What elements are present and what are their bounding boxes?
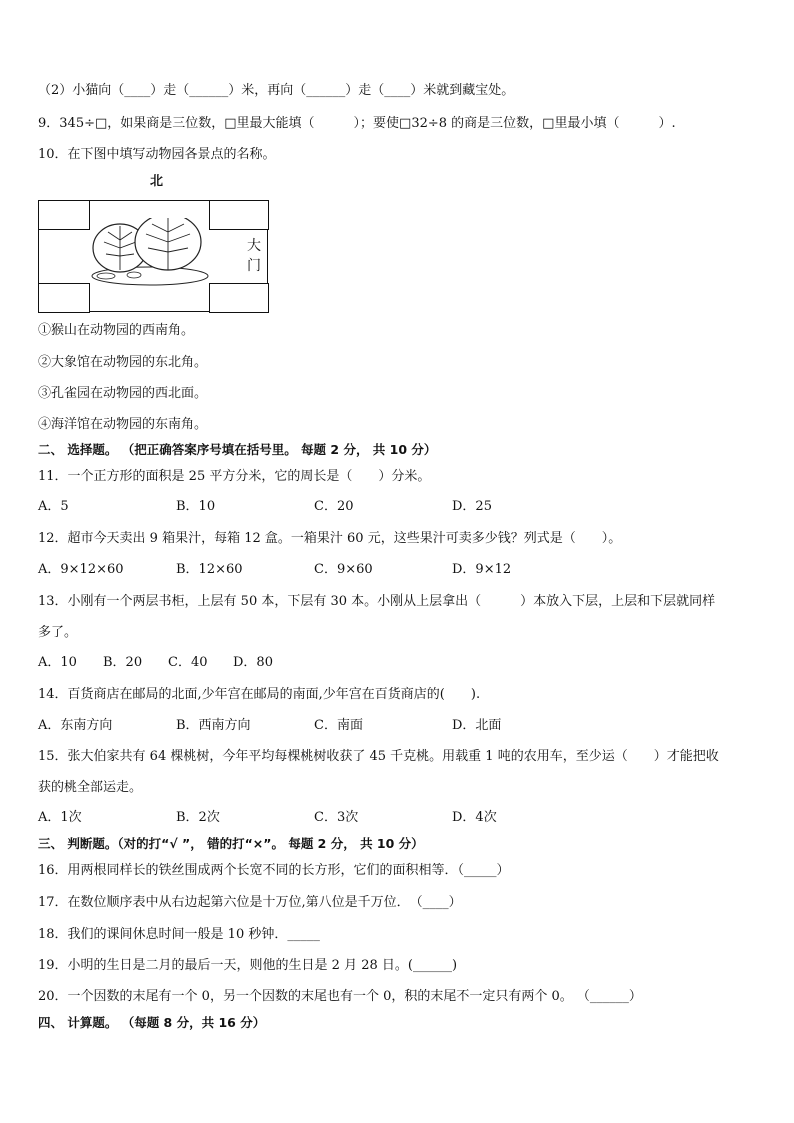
q11-option-b[interactable]: B．10: [176, 499, 216, 514]
question-9: 9．345÷□，如果商是三位数，□里最大能填（ ）；要使□32÷8 的商是三位数，□里最小填（ ）.: [38, 116, 676, 131]
map-box-northwest[interactable]: [38, 200, 90, 230]
question-10: 10．在下图中填写动物园各景点的名称。: [38, 147, 276, 162]
gate-char-1: 大: [247, 238, 261, 254]
q14-option-a[interactable]: A．东南方向: [38, 718, 113, 733]
q14-option-d[interactable]: D．北面: [452, 718, 502, 733]
question-10-clue-3: ③孔雀园在动物园的西北面。: [38, 386, 208, 401]
q11-option-c[interactable]: C．20: [314, 499, 354, 514]
q13-option-c[interactable]: C．40: [168, 655, 208, 670]
q14-option-b[interactable]: B．西南方向: [176, 718, 251, 733]
question-15-line-1: 15．张大伯家共有 64 棵桃树，今年平均每棵桃树收获了 45 千克桃。用载重 1 吨的农用车，至少运（ ）才能把收: [38, 749, 719, 764]
q15-option-d[interactable]: D．4次: [452, 810, 497, 825]
gate-char-2: 门: [247, 258, 261, 274]
question-17: 17．在数位顺序表中从右边起第六位是十万位,第八位是千万位． （____）: [38, 895, 462, 910]
question-16: 16．用两根同样长的铁丝围成两个长宽不同的长方形，它们的面积相等．（_____）: [38, 863, 510, 878]
q13-option-a[interactable]: A．10: [38, 655, 77, 670]
question-19: 19．小明的生日是二月的最后一天，则他的生日是 2 月 28 日。(______): [38, 958, 458, 973]
question-13-line-2: 多了。: [38, 625, 78, 640]
question-13-line-1: 13．小刚有一个两层书柜，上层有 50 本，下层有 30 本。小刚从上层拿出（ ）本放入下层，上层和下层就同样: [38, 594, 716, 609]
q14-option-c[interactable]: C．南面: [314, 718, 363, 733]
section-4-heading: 四、 计算题。 （每题 8 分，共 16 分）: [38, 1015, 266, 1030]
question-20: 20．一个因数的末尾有一个 0，另一个因数的末尾也有一个 0，积的末尾不一定只有两个 0。 （______）: [38, 989, 642, 1004]
question-15-line-2: 获的桃全部运走。: [38, 780, 143, 795]
section-2-heading: 二、 选择题。 （把正确答案序号填在括号里。 每题 2 分， 共 10 分）: [38, 442, 437, 457]
section-3-heading: 三、 判断题。（对的打“√ ”， 错的打“×”。 每题 2 分， 共 10 分）: [38, 836, 424, 851]
question-10-clue-2: ②大象馆在动物园的东北角。: [38, 355, 208, 370]
north-label: 北: [150, 174, 164, 189]
question-10-clue-1: ①猴山在动物园的西南角。: [38, 323, 195, 338]
q12-option-c[interactable]: C．9×60: [314, 562, 373, 577]
map-box-southwest[interactable]: [38, 283, 90, 313]
lake-drawing-icon: [88, 218, 218, 298]
question-12: 12．超市今天卖出 9 箱果汁，每箱 12 盒。一箱果汁 60 元，这些果汁可卖多少钱？列式是（ ）。: [38, 531, 622, 546]
q12-option-b[interactable]: B．12×60: [176, 562, 243, 577]
q11-option-a[interactable]: A．5: [38, 499, 69, 514]
question-10-clue-4: ④海洋馆在动物园的东南角。: [38, 417, 208, 432]
question-11: 11．一个正方形的面积是 25 平方分米，它的周长是（ ）分米。: [38, 469, 431, 484]
q15-option-c[interactable]: C．3次: [314, 810, 359, 825]
q12-option-d[interactable]: D．9×12: [452, 562, 512, 577]
question-18: 18．我们的课间休息时间一般是 10 秒钟．_____: [38, 927, 320, 942]
question-8-part-2: （2）小猫向（____）走（______）米，再向（______）走（____）米就到藏宝处。: [38, 83, 515, 98]
main-gate-label: [246, 236, 262, 276]
q12-option-a[interactable]: A．9×12×60: [38, 562, 124, 577]
q15-option-a[interactable]: A．1次: [38, 810, 82, 825]
q15-option-b[interactable]: B．2次: [176, 810, 220, 825]
question-14: 14．百货商店在邮局的北面,少年宫在邮局的南面,少年宫在百货商店的( ).: [38, 687, 481, 702]
q13-option-b[interactable]: B．20: [103, 655, 143, 670]
q13-option-d[interactable]: D．80: [233, 655, 273, 670]
q11-option-d[interactable]: D．25: [452, 499, 492, 514]
